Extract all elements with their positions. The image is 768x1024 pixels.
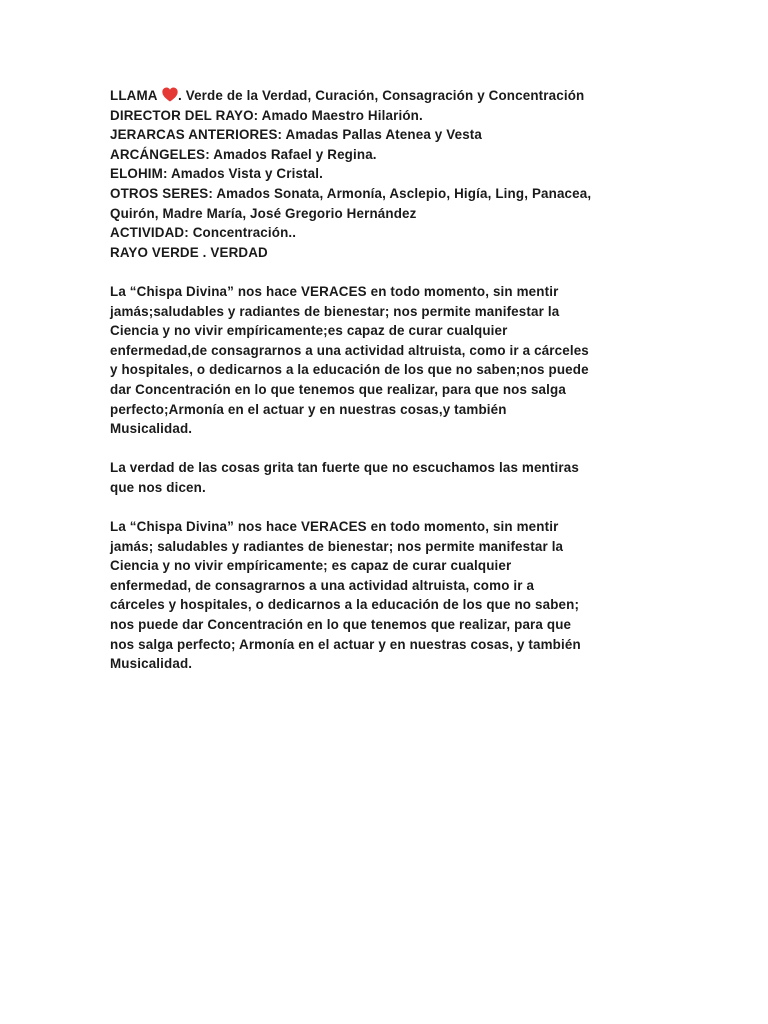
text-line: La “Chispa Divina” nos hace VERACES en todo momento, sin mentir	[110, 519, 559, 535]
text-line: cárceles y hospitales, o dedicarnos a la educación de los que no saben;	[110, 597, 580, 613]
paragraph-chispa-divina-1	[110, 282, 670, 439]
text-line: La “Chispa Divina” nos hace VERACES en todo momento, sin mentir	[110, 283, 559, 299]
ray-info-header	[110, 86, 670, 262]
heart-icon	[162, 87, 178, 102]
llama-description: . Verde de la Verdad, Curación, Consagración y Concentración	[177, 88, 585, 103]
text-line: Musicalidad.	[110, 656, 193, 672]
text-line: Ciencia y no vivir empíricamente;es capaz de curar cualquier	[110, 323, 508, 339]
paragraph-verdad	[110, 458, 670, 497]
text-line: enfermedad, de consagrarnos a una actividad altruista, como ir a	[110, 577, 535, 593]
text-line: Ciencia y no vivir empíricamente; es capaz de curar cualquier	[110, 558, 512, 574]
spacer	[110, 497, 670, 517]
spacer	[110, 439, 670, 459]
otros-seres-line: OTROS SERES: Amados Sonata, Armonía, Asclepio, Higía, Ling, Panacea,	[110, 185, 592, 201]
text-line: nos puede dar Concentración en lo que tenemos que realizar, para que	[110, 617, 572, 633]
text-line: enfermedad,de consagrarnos a una actividad altruista, como ir a cárceles	[110, 342, 589, 358]
text-line: perfecto;Armonía en el actuar y en nuestras cosas,y también	[110, 401, 507, 417]
paragraph-chispa-divina-2	[110, 517, 670, 674]
otros-seres-line-continued: Quirón, Madre María, José Gregorio Hernández	[110, 205, 417, 221]
elohim-line: ELOHIM: Amados Vista y Cristal.	[110, 166, 324, 182]
text-line: que nos dicen.	[110, 479, 206, 495]
text-line: dar Concentración en lo que tenemos que realizar, para que nos salga	[110, 381, 566, 397]
text-line: Musicalidad.	[110, 421, 193, 437]
llama-line	[110, 86, 670, 106]
rayo-verde-line: RAYO VERDE . VERDAD	[110, 244, 268, 260]
arcangeles-line: ARCÁNGELES: Amados Rafael y Regina.	[110, 146, 377, 162]
text-line: jamás;saludables y radiantes de bienestar; nos permite manifestar la	[110, 303, 560, 319]
actividad-line: ACTIVIDAD: Concentración..	[110, 225, 297, 241]
text-line: La verdad de las cosas grita tan fuerte que no escuchamos las mentiras	[110, 460, 579, 476]
spacer	[110, 262, 670, 282]
text-line: y hospitales, o dedicarnos a la educación de los que no saben;nos puede	[110, 362, 589, 378]
llama-label: LLAMA	[110, 88, 158, 103]
text-line: nos salga perfecto; Armonía en el actuar y en nuestras cosas, y también	[110, 636, 581, 652]
director-line: DIRECTOR DEL RAYO: Amado Maestro Hilarión.	[110, 107, 423, 123]
document-page	[110, 86, 670, 674]
text-line: jamás; saludables y radiantes de bienestar; nos permite manifestar la	[110, 538, 564, 554]
jerarcas-line: JERARCAS ANTERIORES: Amadas Pallas Atenea y Vesta	[110, 127, 482, 143]
